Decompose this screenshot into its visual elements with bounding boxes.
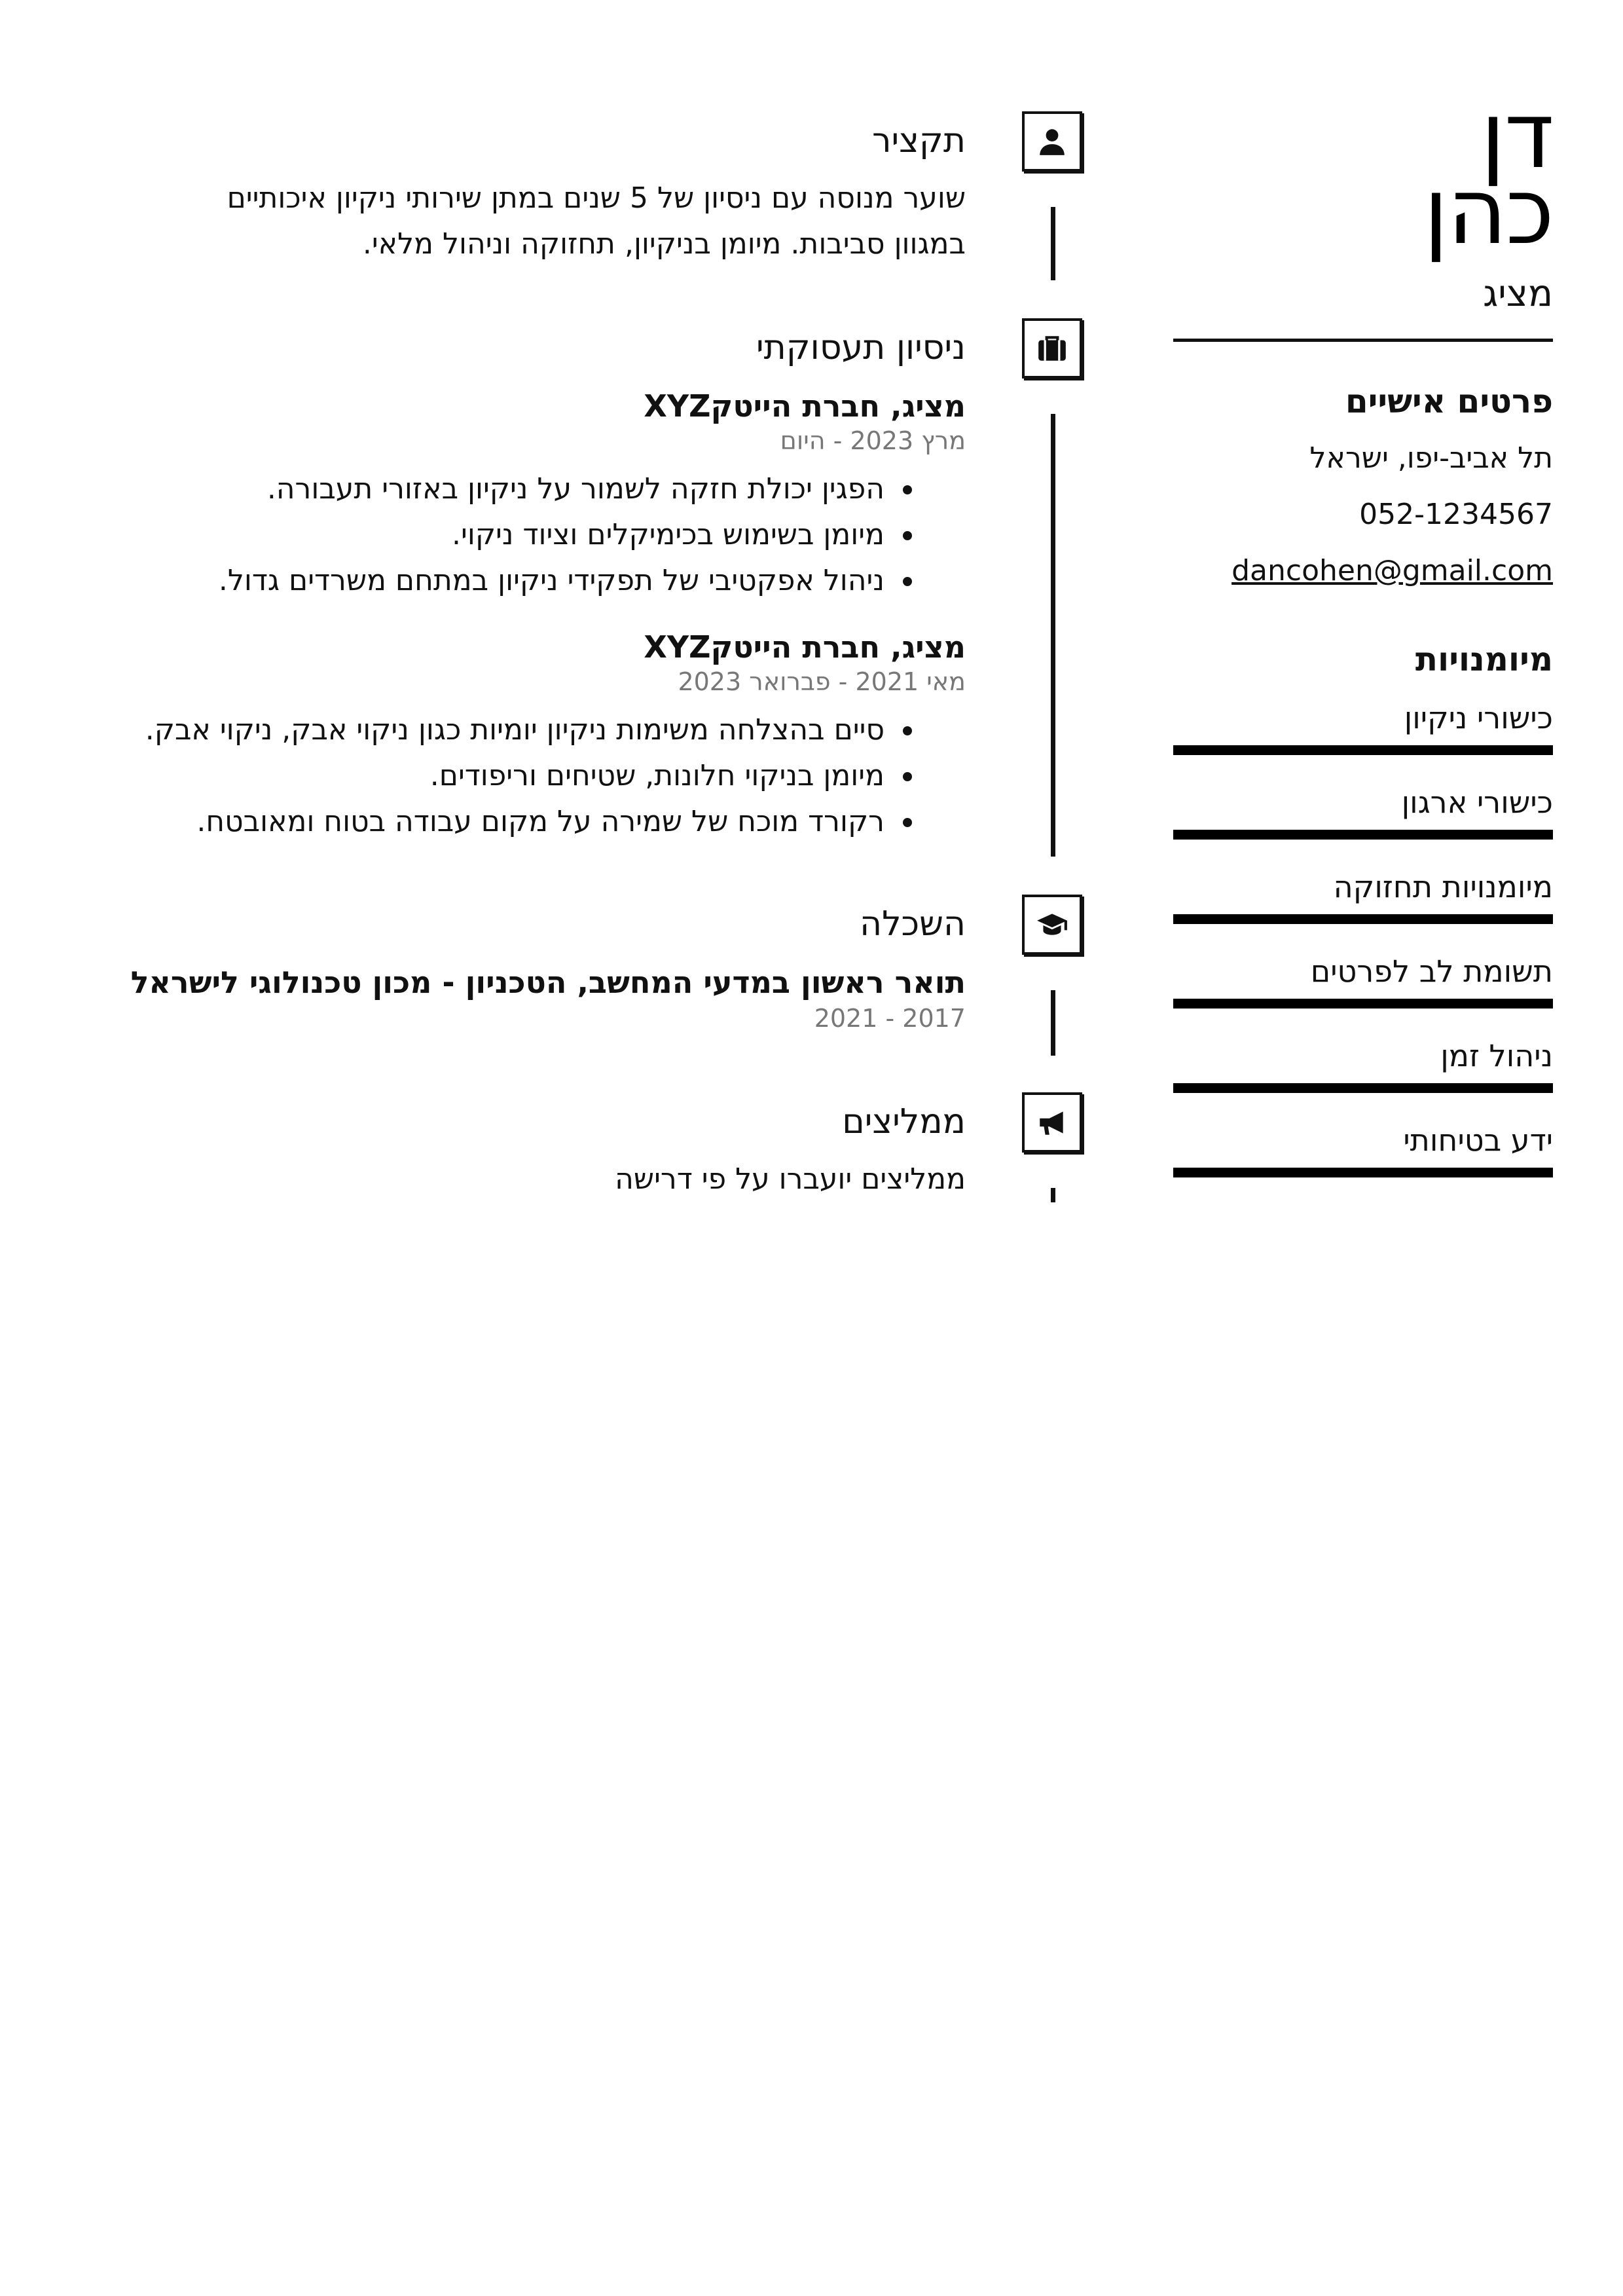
- job-title: מציג, חברת הייטקXYZ: [644, 629, 966, 665]
- education-heading: השכלה: [860, 904, 966, 944]
- skill-level-bar: [1173, 830, 1553, 840]
- briefcase-icon: [1022, 318, 1082, 379]
- list-item: מיומן בניקוי חלונות, שטיחים וריפודים.: [145, 753, 966, 799]
- divider: [1173, 339, 1553, 342]
- skill-level-bar: [1173, 999, 1553, 1009]
- job-bullets: [219, 466, 966, 604]
- skill-label: ידע בטיחותי: [1403, 1122, 1553, 1158]
- references-text: ממליצים יועברו על פי דרישה: [615, 1162, 966, 1196]
- personal-details-heading: פרטים אישיים: [1345, 382, 1553, 420]
- personal-column: [1173, 83, 1553, 1205]
- list-item: מיומן בשימוש בכימיקלים וציוד ניקוי.: [219, 512, 966, 558]
- list-item: ניהול אפקטיבי של תפקידי ניקיון במתחם משרדים גדול.: [219, 558, 966, 604]
- skill-level-bar: [1173, 1083, 1553, 1093]
- job-dates: מרץ 2023 - היום: [780, 426, 966, 455]
- summary-text: שוער מנוסה עם ניסיון של 5 שנים במתן שירותי ניקיון איכותיים במגוון סביבות. מיומן בניקיון, תחזוקה וניהול מלאי.: [227, 181, 966, 261]
- phone-text: 052-1234567: [1359, 498, 1553, 531]
- skill-label: כישורי ארגון: [1401, 785, 1553, 820]
- skill-level-bar: [1173, 1168, 1553, 1177]
- summary-heading: תקציר: [872, 121, 966, 160]
- timeline-line: [1051, 1188, 1055, 1202]
- person-icon: [1022, 111, 1082, 172]
- skill-item: [1173, 952, 1553, 1009]
- education-dates: 2017 - 2021: [814, 1004, 966, 1033]
- skill-item: [1173, 1120, 1553, 1177]
- email-link[interactable]: dancohen@gmail.com: [1231, 554, 1553, 587]
- timeline-line: [1051, 990, 1055, 1056]
- skill-label: תשומת לב לפרטים: [1310, 954, 1553, 989]
- location-text: תל אביב-יפו, ישראל: [1309, 441, 1553, 475]
- skills-list: [1173, 698, 1553, 1177]
- skill-item: [1173, 867, 1553, 924]
- experience-heading: ניסיון תעסוקתי: [756, 328, 966, 367]
- list-item: רקורד מוכח של שמירה על מקום עבודה בטוח ומאובטח.: [145, 799, 966, 845]
- job-bullets: [145, 707, 966, 845]
- skill-label: ניהול זמן: [1440, 1038, 1553, 1073]
- timeline-line: [1051, 414, 1055, 857]
- list-item: סיים בהצלחה משימות ניקיון יומיות כגון ניקוי אבק, ניקוי אבק.: [145, 707, 966, 753]
- references-heading: ממליצים: [842, 1102, 966, 1141]
- graduation-cap-icon: [1022, 895, 1082, 955]
- job-title: מציג, חברת הייטקXYZ: [644, 388, 966, 424]
- skill-level-bar: [1173, 745, 1553, 755]
- timeline-line: [1051, 207, 1055, 280]
- first-name: דן: [1480, 83, 1553, 189]
- megaphone-icon: [1022, 1092, 1082, 1153]
- skills-heading: מיומנויות: [1415, 640, 1553, 678]
- skill-label: מיומנויות תחזוקה: [1333, 869, 1553, 904]
- skill-item: [1173, 1036, 1553, 1093]
- skill-item: [1173, 783, 1553, 840]
- job-role: מציג: [1483, 272, 1553, 315]
- degree-title: תואר ראשון במדעי המחשב, הטכניון - מכון טכנולוגי לישראל: [130, 965, 966, 1000]
- skill-label: כישורי ניקיון: [1404, 700, 1553, 735]
- job-dates: מאי 2021 - פברואר 2023: [678, 667, 966, 696]
- list-item: הפגין יכולת חזקה לשמור על ניקיון באזורי תעבורה.: [219, 466, 966, 512]
- full-name: [1173, 83, 1553, 265]
- skill-item: [1173, 698, 1553, 755]
- last-name: כהן: [1423, 158, 1553, 265]
- skill-level-bar: [1173, 914, 1553, 924]
